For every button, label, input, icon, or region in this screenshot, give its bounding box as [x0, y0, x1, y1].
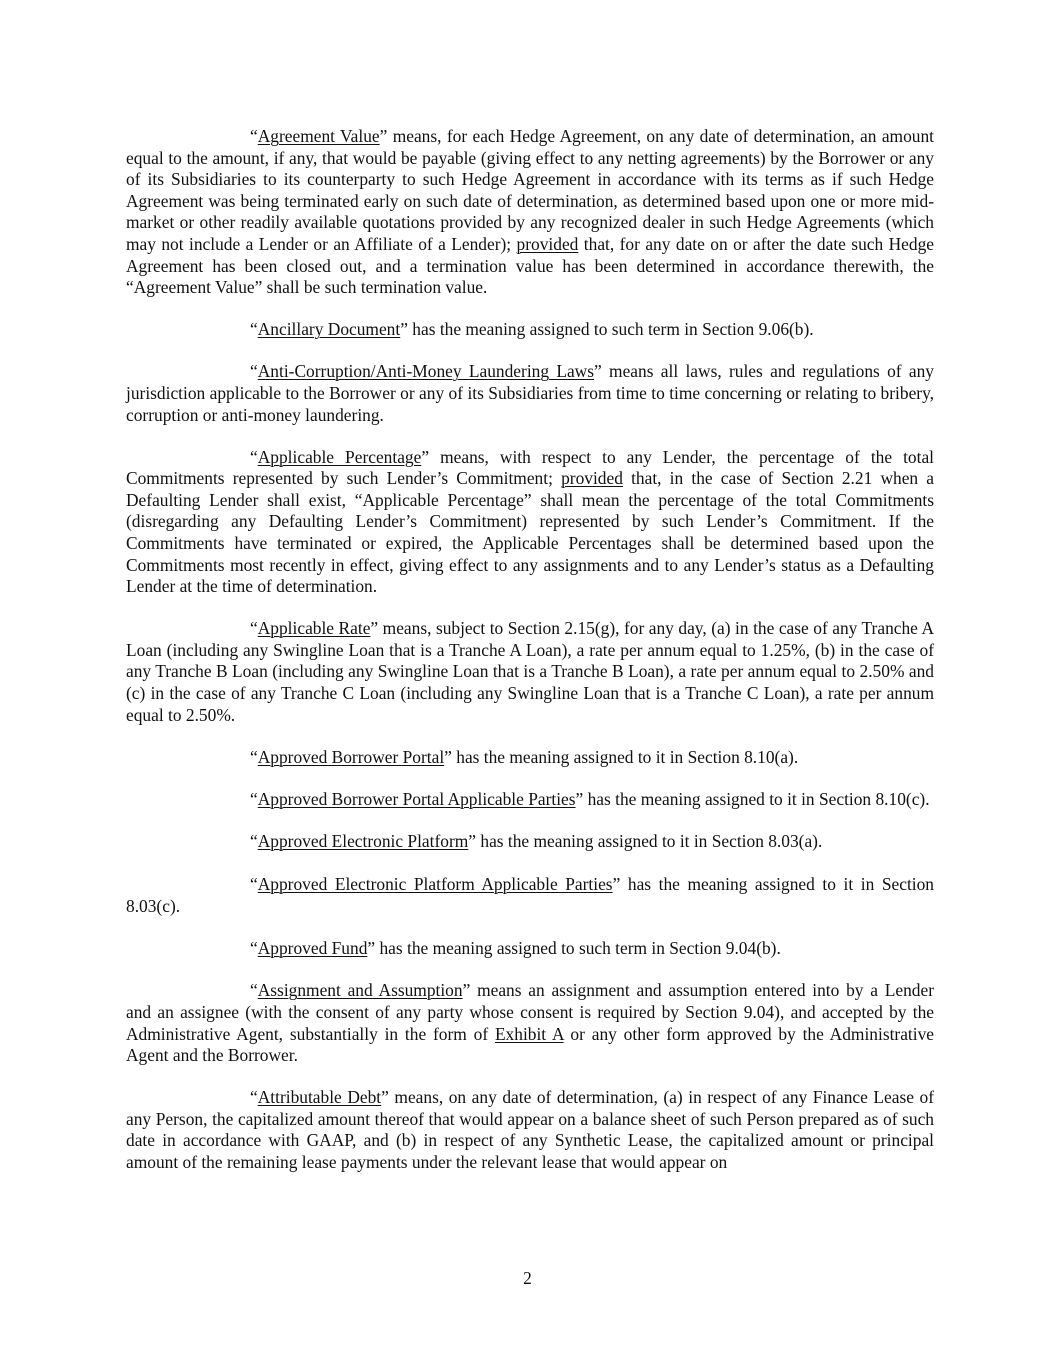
definition-assignment-and-assumption: “Assignment and Assumption” means an assignment and assumption entered into by a Lender and an assignee (with the consent of any party whose consent is required by Section 9.04), and accepted by the Administrative Agent, substantially in the form of Exhibit A or any other form approved by the Administrative Agent and the Borrower. [126, 980, 935, 1066]
defined-term: Ancillary Document [257, 319, 401, 340]
definition-text: means, for each Hedge Agreement, on any date of determination, an amount equal to the amount, if any, that would be payable (giving effect to any netting agreements) by the Borrower or any of its Subsidiaries to its counterparty to such Hedge Agreement in accordance with its terms as if such Hedge Agreement was being terminated early on such date of determination, as determined based upon one or more mid-market or other readily available quotations provided by any recognized dealer in such Hedge Agreements (which may not include a Lender or an Affiliate of a Lender); [126, 126, 934, 254]
defined-term: Applicable Rate [257, 618, 371, 639]
definition-ancillary-document: “Ancillary Document” has the meaning assigned to such term in Section 9.06(b). [250, 319, 814, 340]
definition-text: has the meaning assigned to such term in Section 9.06(b). [407, 319, 814, 340]
definition-approved-borrower-portal-parties: “Approved Borrower Portal Applicable Parties” has the meaning assigned to it in Section 8.10(c). [250, 789, 930, 810]
page-number: 2 [523, 1268, 532, 1288]
definition-text: or any other form approved by the Administrative Agent and the Borrower. [126, 1023, 935, 1066]
definition-text: has the meaning assigned to such term in Section 9.04(b). [375, 937, 781, 958]
definition-attributable-debt: “Attributable Debt” means, on any date of determination, (a) in respect of any Finance Lease of any Person, the capitalized amount thereof that would appear on a balance sheet of such Person prepared as of such date in accordance with GAAP, and (b) in respect of any Synthetic Lease, the capitalized amount or principal amount of the remaining lease payments under the relevant lease that would appear on [126, 1087, 934, 1172]
definition-text: has the meaning assigned to it in Section 8.10(a). [451, 746, 799, 767]
definition-text: that, in the case of Section 2.21 when a Defaulting Lender shall exist, “Applicable Percentage” shall mean the percentage of the total Commitments (disregarding any Defaulting Lender’s Commitment) represented by such Lender’s Commitment. If the Commitments have terminated or expired, the Applicable Percentages shall be determined based upon the Commitments most recently in effect, giving effect to any assignments and to any Lender’s status as a Defaulting Lender at the time of determination. [126, 468, 934, 597]
defined-term: Assignment and Assumption [257, 980, 463, 1001]
definition-text: means all laws, rules and regulations of any jurisdiction applicable to the Borrower or any of its Subsidiaries from time to time concerning or relating to bribery, corruption or anti-money laundering. [126, 361, 934, 425]
defined-term: Approved Borrower Portal Applicable Parties [257, 789, 576, 810]
definition-approved-electronic-platform: “Approved Electronic Platform” has the meaning assigned to it in Section 8.03(a). [250, 831, 823, 852]
definition-text: means an assignment and assumption entered into by a Lender and an assignee (with the consent of any party whose consent is required by Section 9.04), and accepted by the Administrative Agent, substantially in the form of [126, 980, 934, 1044]
definition-agreement-value: “Agreement Value” means, for each Hedge Agreement, on any date of determination, an amount equal to the amount, if any, that would be payable (giving effect to any netting agreements) by the Borrower or any of its Subsidiaries to its counterparty to such Hedge Agreement in accordance with its terms as if such Hedge Agreement was being terminated early on such date of determination, as determined based upon one or more mid-market or other readily available quotations provided by any recognized dealer in such Hedge Agreements (which may not include a Lender or an Affiliate of a Lender); provided that, for any date on or after the date such Hedge Agreement has been closed out, and a termination value has been determined in accordance therewith, the “Agreement Value” shall be such termination value. [126, 126, 934, 298]
underlined-word: provided [516, 233, 579, 254]
defined-term: Anti-Corruption/Anti-Money Laundering Laws [257, 361, 595, 382]
definition-text: has the meaning assigned to it in Section 8.03(c). [126, 874, 934, 916]
definition-text: that, for any date on or after the date such Hedge Agreement has been closed out, and a termination value has been determined in accordance therewith, the “Agreement Value” shall be such termination value. [126, 233, 934, 298]
defined-term: Approved Borrower Portal [257, 746, 445, 767]
defined-term: Approved Electronic Platform [257, 831, 469, 852]
defined-term: Approved Fund [257, 937, 368, 958]
underlined-word: provided [561, 468, 623, 489]
definition-applicable-rate: “Applicable Rate” means, subject to Section 2.15(g), for any day, (a) in the case of any Tranche A Loan (including any Swingline Loan that is a Tranche A Loan), a rate per annum equal to 1.25%, (b) in the case of any Tranche B Loan (including any Swingline Loan that is a Tranche B Loan), a rate per annum equal to 2.50% and (c) in the case of any Tranche C Loan (including any Swingline Loan that is a Tranche C Loan), a rate per annum equal to 2.50%. [126, 618, 935, 725]
definition-applicable-percentage: “Applicable Percentage” means, with respect to any Lender, the percentage of the total Commitments represented by such Lender’s Commitment; provided that, in the case of Section 2.21 when a Defaulting Lender shall exist, “Applicable Percentage” shall mean the percentage of the total Commitments (disregarding any Defaulting Lender’s Commitment) represented by such Lender’s Commitment. If the Commitments have terminated or expired, the Applicable Percentages shall be determined based upon the Commitments most recently in effect, giving effect to any assignments and to any Lender’s status as a Defaulting Lender at the time of determination. [126, 446, 934, 597]
definition-approved-borrower-portal: “Approved Borrower Portal” has the meaning assigned to it in Section 8.10(a). [250, 746, 799, 767]
defined-term: Attributable Debt [257, 1087, 382, 1108]
definition-text: has the meaning assigned to it in Section 8.03(a). [476, 831, 823, 852]
defined-term: Applicable Percentage [257, 446, 422, 467]
exhibit-reference: Exhibit A [494, 1023, 564, 1044]
definition-text: means, with respect to any Lender, the percentage of the total Commitments represented by such Lender’s Commitment; [126, 446, 934, 489]
definition-text: means, subject to Section 2.15(g), for any day, (a) in the case of any Tranche A Loan (including any Swingline Loan that is a Tranche A Loan), a rate per annum equal to 1.25%, (b) in the case of any Tranche B Loan (including any Swingline Loan that is a Tranche B Loan), a rate per annum equal to 2.50% and (c) in the case of any Tranche C Loan (including any Swingline Loan that is a Tranche C Loan), a rate per annum equal to 2.50%. [126, 618, 935, 725]
definition-anti-corruption-laws: “Anti-Corruption/Anti-Money Laundering Laws” means all laws, rules and regulations of any jurisdiction applicable to the Borrower or any of its Subsidiaries from time to time concerning or relating to bribery, corruption or anti-money laundering. [126, 361, 934, 425]
defined-term: Approved Electronic Platform Applicable Parties [257, 874, 613, 895]
document-page [126, 126, 934, 1194]
definition-approved-fund: “Approved Fund” has the meaning assigned to such term in Section 9.04(b). [250, 937, 781, 958]
defined-term: Agreement Value [257, 126, 380, 146]
definition-approved-electronic-platform-parties: “Approved Electronic Platform Applicable Parties” has the meaning assigned to it in Section 8.03(c). [126, 874, 934, 916]
definition-text: means, on any date of determination, (a) in respect of any Finance Lease of any Person, the capitalized amount thereof that would appear on a balance sheet of such Person prepared as of such date in accordance with GAAP, and (b) in respect of any Synthetic Lease, the capitalized amount or principal amount of the remaining lease payments under the relevant lease that would appear on [126, 1087, 934, 1172]
definition-text: has the meaning assigned to it in Section 8.10(c). [583, 789, 930, 810]
